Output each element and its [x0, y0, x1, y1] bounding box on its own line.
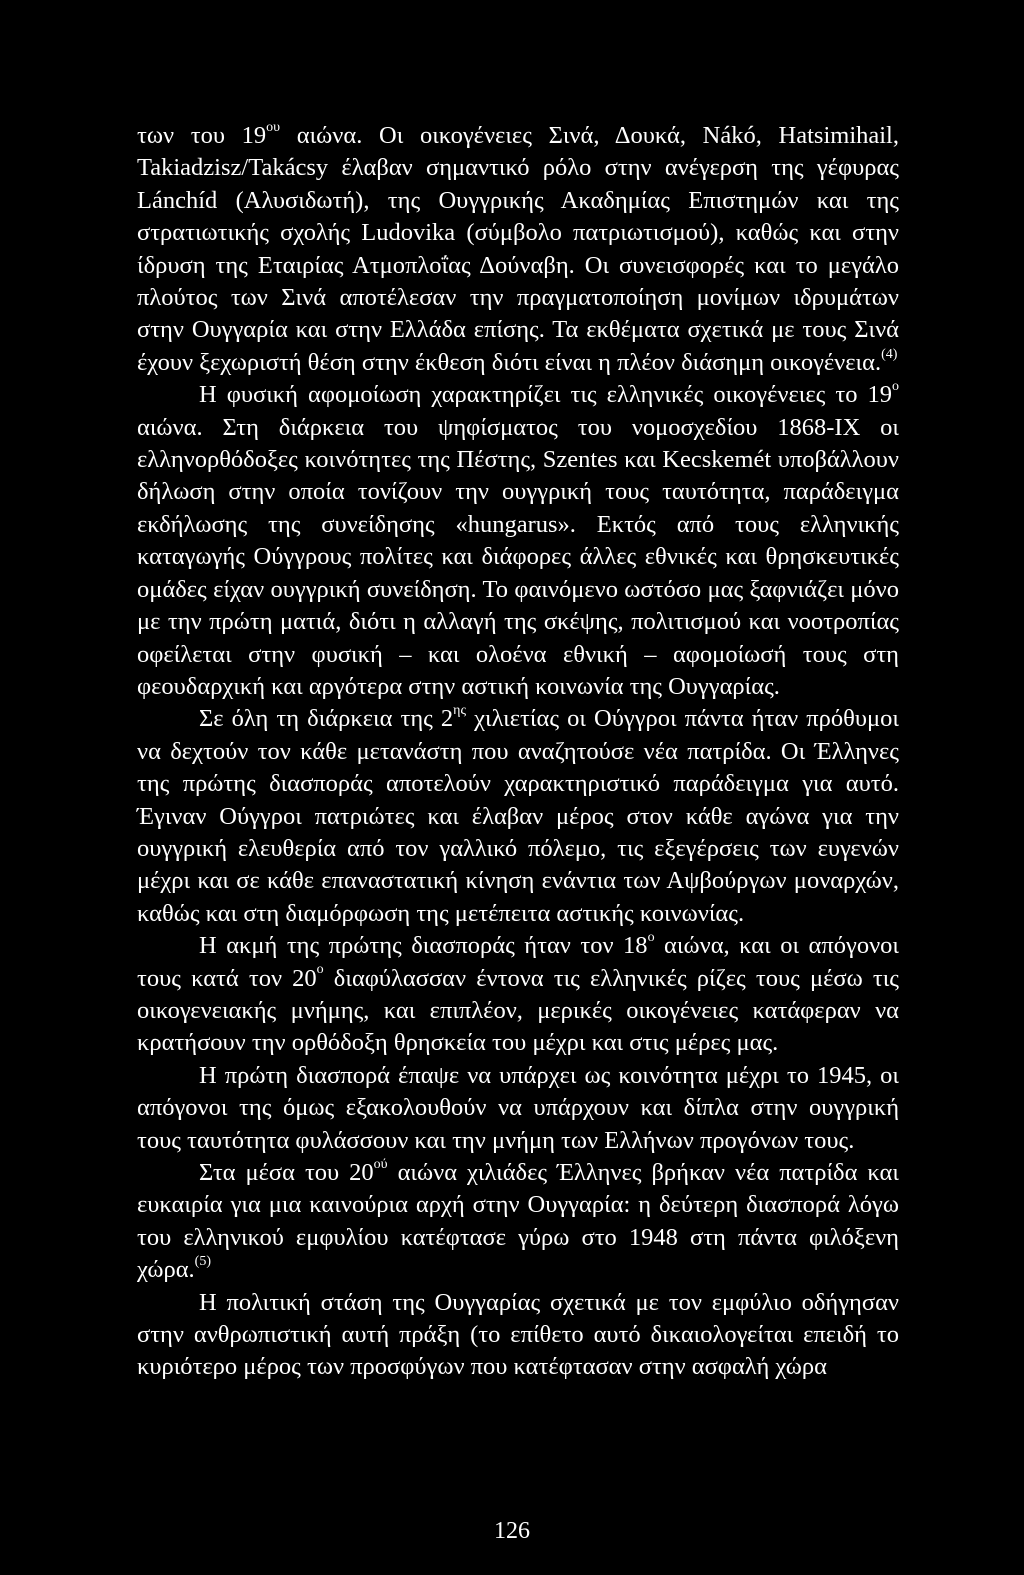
- superscript: ο: [892, 379, 899, 395]
- superscript: ης: [453, 703, 467, 719]
- superscript: ού: [373, 1156, 388, 1172]
- paragraph-1: [137, 120, 899, 379]
- text-run: χιλιετίας οι Ούγγροι πάντα ήταν πρόθυμοι να δεχτούν τον κάθε μετανάστη που αναζητούσε νέα πατρίδα. Οι Έλληνες της πρώτης διασποράς αποτελούν χαρακτηριστικό παράδειγμα για αυτό. Έγιναν Ούγγροι πατριώτες και έλαβαν μέρος στον κάθε αγώνα για την ουγγρική ελευθερία από τον γαλλικό πόλεμο, τις εξεγέρσεις των ευγενών μέχρι και σε κάθε επαναστατική κίνηση ενάντια των Αψβούργων μοναρχών, καθώς και στη διαμόρφωση της μετέπειτα αστικής κοινωνίας.: [137, 705, 899, 927]
- superscript: ο: [316, 962, 324, 978]
- text-run: αιώνα. Στη διάρκεια του ψηφίσματος του νομοσχεδίου 1868-IX οι ελληνορθόδοξες κοινότητες της Πέστης, Szentes και Kecskemét υποβάλλουν δήλωση στην οποία τονίζουν την ουγγρική τους ταυτότητα, παράδειγμα εκδήλωσης της συνείδησης «hungarus». Εκτός από τους ελληνικής καταγωγής Ούγγρους πολίτες και διάφορες άλλες εθνικές και θρησκευτικές ομάδες είχαν ουγγρική συνείδηση. Το φαινόμενο ωστόσο μας ξαφνιάζει μόνο με την πρώτη ματιά, διότι η αλλαγή της σκέψης, πολιτισμού και νοοτροπίας οφείλεται στην φυσική – και ολοένα εθνική – αφομοίωσή τους στη φεουδαρχική και αργότερα στην αστική κοινωνία της Ουγγαρίας.: [137, 413, 899, 700]
- paragraph-2: [137, 379, 899, 703]
- paragraph-5: [137, 1060, 899, 1157]
- paragraph-4: [137, 930, 899, 1060]
- paragraph-7: [137, 1287, 899, 1384]
- text-run: αιώνα χιλιάδες Έλληνες βρήκαν νέα πατρίδα και ευκαιρία για μια καινούρια αρχή στην Ουγγαρία: η δεύτερη διασπορά λόγω του ελληνικού εμφυλίου κατέφτασε γύρω στο 1948 στη πάντα φιλόξενη χώρα.: [137, 1159, 899, 1284]
- body-text: [137, 120, 899, 1384]
- text-run: αιώνα, και οι απόγονοι τους κατά τον 20: [137, 932, 899, 992]
- superscript: (4): [881, 346, 898, 362]
- text-run: Σε όλη τη διάρκεια της 2: [199, 705, 454, 733]
- text-run: Η ακμή της πρώτης διασποράς ήταν τον 18: [199, 932, 648, 960]
- page-number: 126: [494, 1518, 530, 1544]
- paragraph-6: [137, 1157, 899, 1287]
- superscript: ο: [647, 930, 655, 945]
- superscript: (5): [194, 1254, 211, 1270]
- text-run: Η πολιτική στάση της Ουγγαρίας σχετικά με τον εμφύλιο οδήγησαν στην ανθρωπιστική αυτή πράξη (το επίθετο αυτό δικαιολογείται επειδή το κυριότερο μέρος των προσφύγων που κατέφτασαν στην ασφαλή χώρα: [137, 1288, 899, 1381]
- text-run: διαφύλασσαν έντονα τις ελληνικές ρίζες τους μέσω τις οικογενειακής μνήμης, και επιπλέον, μερικές οικογένειες κατάφεραν να κρατήσουν την ορθόδοξη θρησκεία του μέχρι και στις μέρες μας.: [137, 964, 899, 1057]
- paragraph-3: [137, 703, 899, 930]
- text-run: Η φυσική αφομοίωση χαρακτηρίζει τις ελληνικές οικογένειες το 19: [199, 381, 892, 409]
- text-run: Στα μέσα του 20: [199, 1159, 374, 1186]
- text-run: Η πρώτη διασπορά έπαψε να υπάρχει ως κοινότητα μέχρι το 1945, οι απόγονοι της όμως εξακολουθούν να υπάρχουν και δίπλα στην ουγγρική τους ταυτότητα φυλάσσουν και την μνήμη των Ελλήνων προγόνων τους.: [137, 1061, 899, 1154]
- text-run: των του 19: [137, 122, 267, 149]
- text-run: αιώνα. Οι οικογένειες Σινά, Δουκά, Nákó, Hatsimihail, Takiadzisz/Takácsy έλαβαν σημαντικό ρόλο στην ανέγερση της γέφυρας Lánchíd (Αλυσιδωτή), της Ουγγρικής Ακαδημίας Επιστημών και της στρατιωτικής σχολής Ludovika (σύμβολο πατριωτισμού), καθώς και στην ίδρυση της Εταιρίας Ατμοπλοΐας Δούναβη. Οι συνεισφορές και το μεγάλο πλούτος των Σινά αποτέλεσαν την πραγματοποίηση μονίμων ιδρυμάτων στην Ουγγαρία και στην Ελλάδα επίσης. Τα εκθέματα σχετικά με τους Σινά έχουν ξεχωριστή θέση στην έκθεση διότι είναι η πλέον διάσημη οικογένεια.: [137, 122, 899, 376]
- superscript: ου: [266, 119, 281, 135]
